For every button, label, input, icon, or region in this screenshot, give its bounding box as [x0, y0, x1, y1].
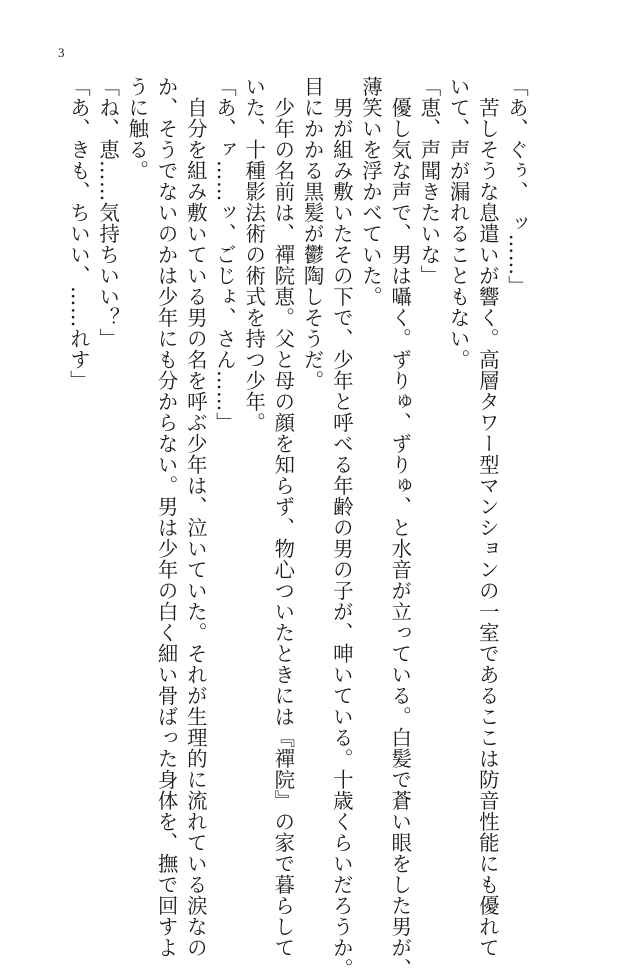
text-line: 目にかかる黒髪が鬱陶しそうだ。	[300, 76, 325, 391]
text-line: 「あ、ぐぅ、 ッ……」	[505, 76, 529, 297]
text-line: うに触る。	[125, 76, 150, 181]
text-line: 「あ、きも、ちいい、……れす」	[66, 76, 91, 391]
vertical-body-text	[64, 76, 531, 979]
page-number: 3	[58, 45, 65, 60]
text-line: 「あ、ァ……ッ、ごじょ、さん……」	[212, 76, 237, 433]
text-line: いて、声が漏れることもない。	[446, 76, 471, 370]
text-line: 薄笑いを浮かべていた。	[358, 76, 383, 307]
text-line: 優し気な声で、男は囁く。ずりゅ、ずりゅ、と水音が立っている。白髪で蒼い眼をした男が、	[388, 76, 413, 979]
text-line: 少年の名前は、禪院恵。父と母の顔を知らず、物心ついたときには『禪院』の家で暮らして	[271, 76, 296, 958]
text-line: いた、十種影法術の術式を持つ少年。	[242, 76, 267, 433]
text-line: 自分を組み敷いている男の名を呼ぶ少年は、泣いていた。それが生理的に流れている涙なの	[183, 76, 208, 958]
text-line: 男が組み敷いたその下で、少年と呼べる年齢の男の子が、呻いている。十歳くらいだろうか。	[329, 76, 354, 979]
text-line: か、そうでないのかは少年にも分からない。男は少年の白く細い骨ばった身体を、撫で回すよ	[154, 76, 179, 958]
text-line: 「恵、声聞きたいな」	[417, 76, 442, 286]
text-line: 苦しそうな息遣いが響く。高層タワー型マンションの一室であるここは防音性能にも優れて	[475, 76, 500, 958]
text-line: 「ね、恵……気持ちいい？」	[96, 76, 121, 349]
